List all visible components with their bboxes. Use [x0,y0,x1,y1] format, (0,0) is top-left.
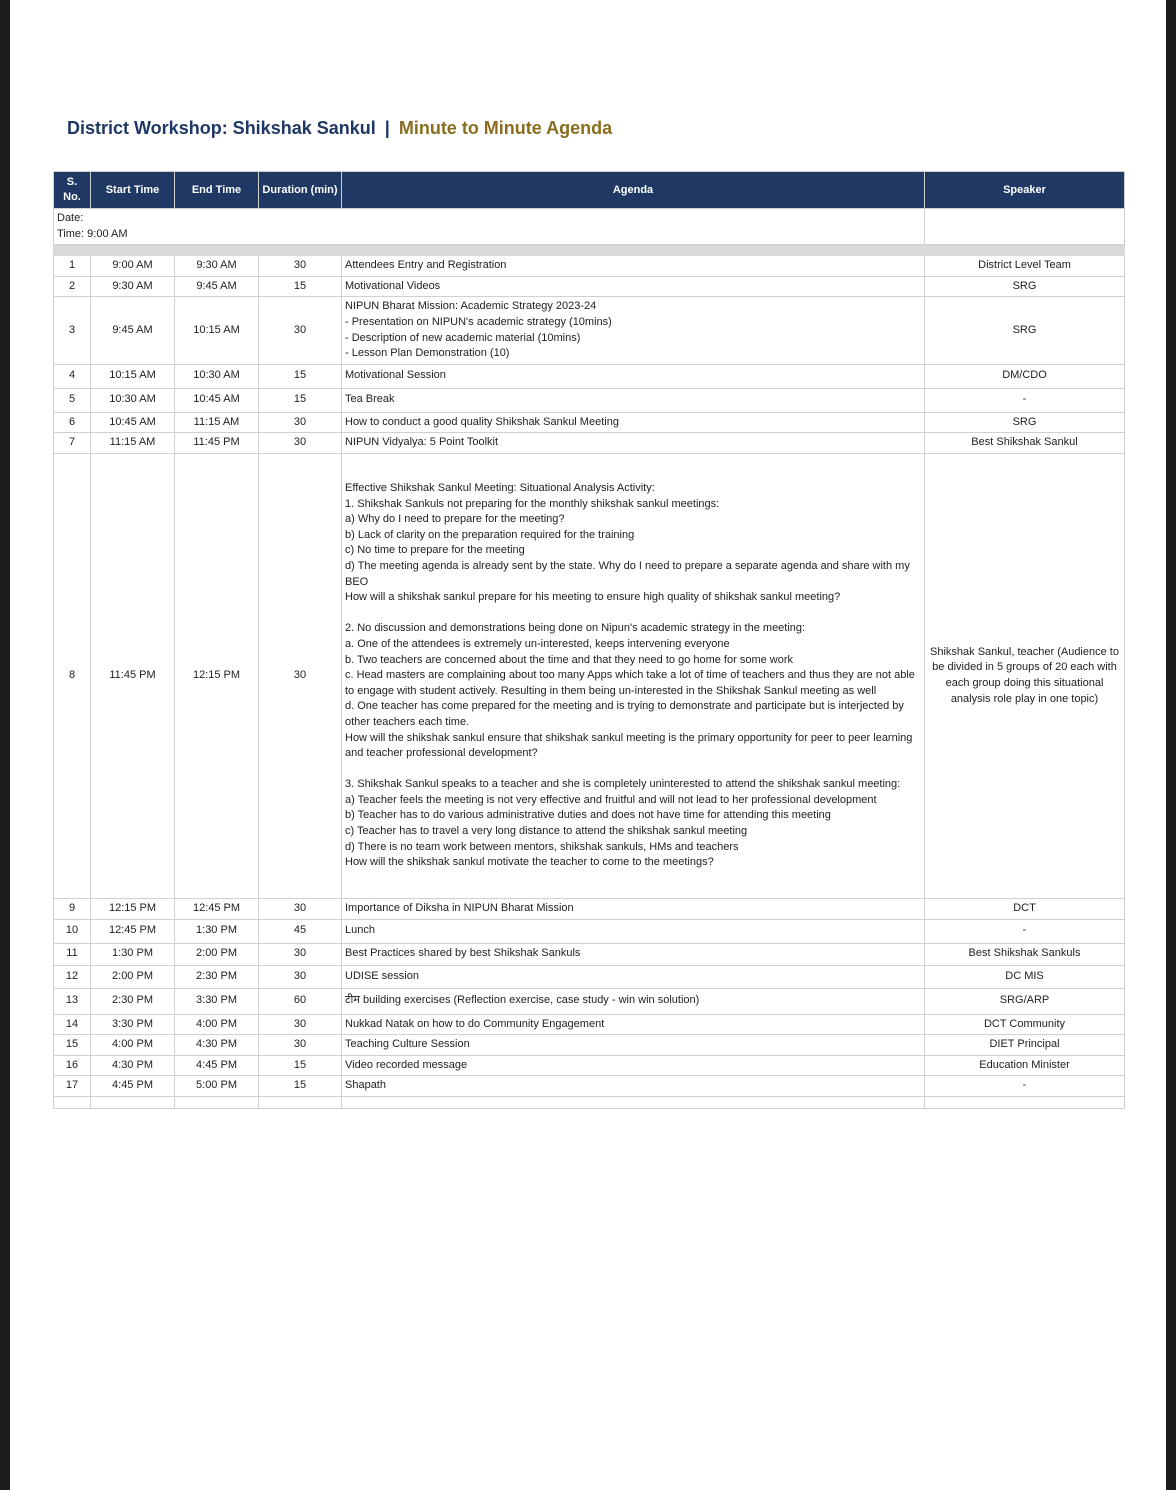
agenda-line: Motivational Videos [345,279,441,292]
cell-start-time: 10:15 AM [91,364,175,388]
agenda-line: c. Head masters are complaining about too many Apps which take a lot of time of teachers and thus they are not able to engage with student actively. Resulting in them being un-interested in the Shikshak Sankul meeting as well [345,669,915,697]
cell-agenda [342,412,925,433]
cell-start-time: 4:30 PM [91,1055,175,1076]
cell-sno: 8 [54,453,91,898]
cell-speaker: Best Shikshak Sankul [925,433,1125,454]
agenda-line: b) Lack of clarity on the preparation required for the training [345,528,635,541]
cell-speaker: SRG [925,412,1125,433]
cell-speaker: Best Shikshak Sankuls [925,943,1125,965]
blank-row [54,1096,1125,1108]
agenda-line: NIPUN Vidyalya: 5 Point Toolkit [345,436,499,449]
agenda-line: - Lesson Plan Demonstration (10) [345,347,510,360]
table-row [54,412,1125,433]
cell-duration: 30 [259,297,342,364]
agenda-line: 2. No discussion and demonstrations being done on Nipun's academic strategy in the meeting: [345,622,806,635]
agenda-line [345,606,921,622]
cell-agenda [342,453,925,898]
table-row [54,1035,1125,1056]
agenda-line: How will the shikshak sankul motivate the teacher to come to the meetings? [345,856,714,869]
window-edge [1166,0,1176,1490]
cell-duration: 30 [259,943,342,965]
agenda-line: b) Teacher has to do various administrative duties and does not have time for attending this meeting [345,809,831,822]
agenda-line: How to conduct a good quality Shikshak Sankul Meeting [345,415,619,428]
cell-agenda [342,1035,925,1056]
cell-sno: 15 [54,1035,91,1056]
agenda-line: Shapath [345,1079,386,1092]
cell-agenda [342,943,925,965]
cell-start-time: 10:30 AM [91,388,175,412]
table-row [54,1076,1125,1097]
agenda-line: Teaching Culture Session [345,1038,470,1051]
table-row [54,433,1125,454]
cell-end-time: 12:15 PM [175,453,259,898]
cell-speaker: Education Minister [925,1055,1125,1076]
table-row [54,453,1125,898]
cell-end-time: 3:30 PM [175,988,259,1014]
cell-speaker: - [925,919,1125,943]
cell-speaker: SRG [925,297,1125,364]
cell-end-time: 11:15 AM [175,412,259,433]
cell-duration: 15 [259,1076,342,1097]
date-label: Date: [57,212,84,224]
cell-sno: 12 [54,965,91,988]
cell-speaker: - [925,388,1125,412]
agenda-table [53,171,1125,1109]
cell-sno: 4 [54,364,91,388]
cell-speaker: SRG [925,276,1125,297]
cell-agenda [342,898,925,919]
cell-sno: 16 [54,1055,91,1076]
cell-end-time: 11:45 PM [175,433,259,454]
cell-end-time: 4:45 PM [175,1055,259,1076]
cell-end-time: 2:30 PM [175,965,259,988]
cell-start-time: 9:30 AM [91,276,175,297]
cell-agenda [342,1055,925,1076]
cell-start-time: 12:15 PM [91,898,175,919]
agenda-line: Motivational Session [345,369,446,382]
page-title [67,118,612,139]
agenda-line: d) There is no team work between mentors, shikshak sankuls, HMs and teachers [345,840,739,853]
header-agenda: Agenda [342,172,925,209]
date-time-row [54,209,1125,245]
cell-start-time: 10:45 AM [91,412,175,433]
cell-agenda [342,1014,925,1035]
cell-sno: 13 [54,988,91,1014]
agenda-line: टीम building exercises (Reflection exercise, case study - win win solution) [345,994,700,1007]
agenda-line: a. One of the attendees is extremely un-interested, keeps intervening everyone [345,637,730,650]
agenda-line [345,762,921,778]
cell-sno: 1 [54,256,91,277]
time-label: Time: 9:00 AM [57,227,128,240]
cell-duration: 30 [259,433,342,454]
title-subtitle: Minute to Minute Agenda [398,118,613,138]
cell-start-time: 11:45 PM [91,453,175,898]
header-speaker: Speaker [925,172,1125,209]
cell-agenda [342,256,925,277]
cell-speaker: DC MIS [925,965,1125,988]
table-row [54,276,1125,297]
cell-duration: 30 [259,1035,342,1056]
table-row [54,1055,1125,1076]
agenda-line: NIPUN Bharat Mission: Academic Strategy 2023-24 [345,300,597,313]
cell-agenda [342,919,925,943]
agenda-line: Importance of Diksha in NIPUN Bharat Mission [345,901,574,914]
table-header-row [54,172,1125,209]
cell-agenda [342,965,925,988]
cell-end-time: 12:45 PM [175,898,259,919]
agenda-line: Tea Break [345,393,395,406]
cell-duration: 15 [259,364,342,388]
cell-end-time: 4:30 PM [175,1035,259,1056]
header-end-time: End Time [175,172,259,209]
table-row [54,388,1125,412]
cell-duration: 30 [259,965,342,988]
cell-start-time: 2:30 PM [91,988,175,1014]
agenda-line: d) The meeting agenda is already sent by the state. Why do I need to prepare a separate agenda and share with my BEO [345,559,910,588]
table-row [54,988,1125,1014]
agenda-line: d. One teacher has come prepared for the meeting and is trying to demonstrate and participate but is interjected by other teachers each time. [345,700,904,728]
agenda-line: 1. Shikshak Sankuls not preparing for the monthly shikshak sankul meetings: [345,497,720,510]
cell-end-time: 10:45 AM [175,388,259,412]
cell-speaker: DCT [925,898,1125,919]
agenda-line: 3. Shikshak Sankul speaks to a teacher and she is completely uninterested to attend the shikshak sankul meeting: [345,778,901,791]
agenda-line: Nukkad Natak on how to do Community Engagement [345,1017,605,1030]
cell-sno: 5 [54,388,91,412]
agenda-line: a) Teacher feels the meeting is not very effective and fruitful and will not lead to her professional development [345,793,877,806]
cell-start-time: 11:15 AM [91,433,175,454]
cell-start-time: 4:00 PM [91,1035,175,1056]
cell-duration: 30 [259,412,342,433]
cell-speaker: SRG/ARP [925,988,1125,1014]
cell-speaker: DIET Principal [925,1035,1125,1056]
cell-duration: 45 [259,919,342,943]
agenda-line: How will the shikshak sankul ensure that shikshak sankul meeting is the primary opportunity for peer to peer learning and teacher professional development? [345,731,913,760]
agenda-line: Lunch [345,924,375,937]
agenda-line: - Presentation on NIPUN's academic strategy (10mins) [345,315,612,328]
cell-sno: 9 [54,898,91,919]
cell-duration: 30 [259,256,342,277]
header-duration: Duration (min) [259,172,342,209]
title-separator: | [384,118,390,138]
cell-duration: 30 [259,1014,342,1035]
cell-sno: 2 [54,276,91,297]
date-time-cell [54,209,925,245]
cell-duration: 15 [259,276,342,297]
cell-agenda [342,1076,925,1097]
cell-agenda [342,276,925,297]
agenda-line: Video recorded message [345,1058,468,1071]
cell-speaker: Shikshak Sankul, teacher (Audience to be divided in 5 groups of 20 each with each group doing this situational analysis role play in one topic) [925,453,1125,898]
cell-sno: 6 [54,412,91,433]
table-row [54,898,1125,919]
agenda-line: UDISE session [345,969,419,982]
cell-end-time: 1:30 PM [175,919,259,943]
cell-sno: 11 [54,943,91,965]
table-row [54,297,1125,364]
cell-agenda [342,988,925,1014]
agenda-line: - Description of new academic material (10mins) [345,331,581,344]
table-row [54,1014,1125,1035]
cell-start-time: 12:45 PM [91,919,175,943]
table-row [54,364,1125,388]
cell-end-time: 9:45 AM [175,276,259,297]
cell-speaker: DM/CDO [925,364,1125,388]
cell-sno: 14 [54,1014,91,1035]
header-sno: S. No. [54,172,91,209]
cell-end-time: 4:00 PM [175,1014,259,1035]
cell-end-time: 9:30 AM [175,256,259,277]
agenda-line: a) Why do I need to prepare for the meeting? [345,513,565,526]
cell-start-time: 9:00 AM [91,256,175,277]
cell-start-time: 2:00 PM [91,965,175,988]
cell-agenda [342,433,925,454]
cell-duration: 15 [259,388,342,412]
header-start-time: Start Time [91,172,175,209]
cell-end-time: 5:00 PM [175,1076,259,1097]
cell-sno: 17 [54,1076,91,1097]
cell-end-time: 10:15 AM [175,297,259,364]
cell-agenda [342,364,925,388]
cell-agenda [342,297,925,364]
agenda-line: c) Teacher has to travel a very long distance to attend the shikshak sankul meeting [345,825,748,838]
date-time-speaker-cell [925,209,1125,245]
cell-duration: 15 [259,1055,342,1076]
cell-duration: 30 [259,898,342,919]
cell-duration: 60 [259,988,342,1014]
agenda-line: b. Two teachers are concerned about the time and that they need to go home for some work [345,653,794,666]
cell-start-time: 4:45 PM [91,1076,175,1097]
agenda-line: c) No time to prepare for the meeting [345,544,525,557]
agenda-line: How will a shikshak sankul prepare for his meeting to ensure high quality of shikshak sankul meeting? [345,591,841,604]
cell-start-time: 3:30 PM [91,1014,175,1035]
separator-row [54,245,1125,256]
table-row [54,965,1125,988]
cell-end-time: 10:30 AM [175,364,259,388]
title-main: District Workshop: Shikshak Sankul [67,118,376,138]
cell-end-time: 2:00 PM [175,943,259,965]
cell-speaker: District Level Team [925,256,1125,277]
agenda-line: Attendees Entry and Registration [345,259,507,272]
agenda-line: Best Practices shared by best Shikshak Sankuls [345,947,581,960]
agenda-line: Effective Shikshak Sankul Meeting: Situational Analysis Activity: [345,482,655,495]
table-row [54,919,1125,943]
cell-sno: 10 [54,919,91,943]
cell-start-time: 1:30 PM [91,943,175,965]
cell-duration: 30 [259,453,342,898]
cell-speaker: - [925,1076,1125,1097]
cell-agenda [342,388,925,412]
agenda-body [54,209,1125,1109]
table-row [54,256,1125,277]
cell-sno: 3 [54,297,91,364]
cell-speaker: DCT Community [925,1014,1125,1035]
cell-start-time: 9:45 AM [91,297,175,364]
cell-sno: 7 [54,433,91,454]
table-row [54,943,1125,965]
